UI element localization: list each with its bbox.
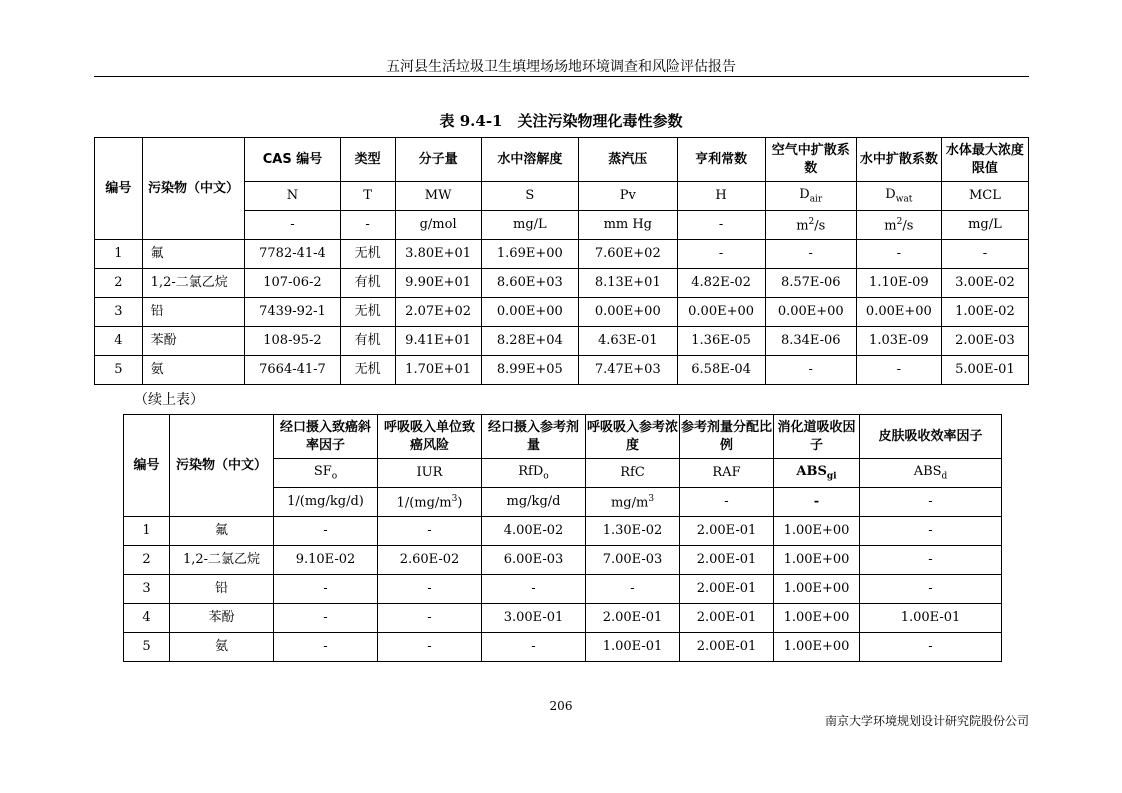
table-row <box>124 517 1002 546</box>
value-cell: 0.00E+00 <box>677 298 765 327</box>
value-cell: - <box>765 356 856 385</box>
pollutant-name-cell: 1,2-二氯乙烷 <box>142 269 245 298</box>
table1-body <box>95 240 1029 385</box>
header-dair: 空气中扩散系数 <box>765 138 856 182</box>
row-id-cell: 3 <box>95 298 143 327</box>
value-cell: 0.00E+00 <box>765 298 856 327</box>
value-cell: 0.00E+00 <box>579 298 677 327</box>
value-cell: 1.00E+00 <box>774 604 860 633</box>
header-mcl: 水体最大浓度限值 <box>941 138 1028 182</box>
unit-cell: g/mol <box>395 211 481 240</box>
row-id-cell: 2 <box>95 269 143 298</box>
value-cell: 1.00E-02 <box>941 298 1028 327</box>
pollutant-name-cell: 氨 <box>142 356 245 385</box>
row-id-cell: 5 <box>124 633 170 662</box>
unit-cell: mg/L <box>941 211 1028 240</box>
value-cell: - <box>860 575 1002 604</box>
pollutant-name-cell: 铅 <box>170 575 274 604</box>
table-row <box>124 546 1002 575</box>
value-cell: - <box>765 240 856 269</box>
unit-base: 1/(mg/m <box>396 494 452 510</box>
value-cell: 1.00E+00 <box>774 546 860 575</box>
value-cell: 无机 <box>340 240 395 269</box>
value-cell: 8.99E+05 <box>481 356 578 385</box>
value-cell: 7439-92-1 <box>245 298 340 327</box>
value-cell: 7.60E+02 <box>579 240 677 269</box>
value-cell: 1.30E-02 <box>586 517 680 546</box>
value-cell: 7782-41-4 <box>245 240 340 269</box>
row-id-cell: 5 <box>95 356 143 385</box>
value-cell: 3.00E-02 <box>941 269 1028 298</box>
header-henry: 亨利常数 <box>677 138 765 182</box>
symbol-base: RfD <box>518 464 544 480</box>
value-cell: 2.07E+02 <box>395 298 481 327</box>
value-cell: 1.69E+00 <box>481 240 578 269</box>
symbol-cell: T <box>340 182 395 211</box>
value-cell: 6.00E-03 <box>482 546 586 575</box>
row-id-cell: 1 <box>124 517 170 546</box>
value-cell: 8.57E-06 <box>765 269 856 298</box>
pollutant-name-cell: 氟 <box>142 240 245 269</box>
table-row <box>95 298 1029 327</box>
symbol-base: ABS <box>913 464 942 480</box>
symbol-cell: RAF <box>680 459 774 488</box>
row-id-cell: 4 <box>124 604 170 633</box>
value-cell: 3.00E-01 <box>482 604 586 633</box>
unit-suffix: /s <box>902 217 914 233</box>
unit-base: mg/m <box>610 494 649 510</box>
document-header-title: 五河县生活垃圾卫生填埋场场地环境调查和风险评估报告 <box>386 59 736 75</box>
symbol-cell: IUR <box>378 459 482 488</box>
header-absd: 皮肤吸收效率因子 <box>860 415 1002 459</box>
value-cell: 1.36E-05 <box>677 327 765 356</box>
table-caption: 表 9.4-1 关注污染物理化毒性参数 <box>439 112 683 130</box>
toxicity-parameters-table-continued <box>123 414 1002 662</box>
unit-suffix: /s <box>814 217 826 233</box>
value-cell: 2.00E-01 <box>586 604 680 633</box>
value-cell: 7664-41-7 <box>245 356 340 385</box>
header-iur: 呼吸吸入单位致癌风险 <box>378 415 482 459</box>
unit-sup: 2 <box>808 216 815 227</box>
unit-cell: mm Hg <box>579 211 677 240</box>
value-cell: 8.34E-06 <box>765 327 856 356</box>
physicochemical-toxicity-table <box>94 137 1029 385</box>
value-cell: - <box>274 633 378 662</box>
value-cell: 7.00E-03 <box>586 546 680 575</box>
value-cell: 0.00E+00 <box>481 298 578 327</box>
value-cell: 1.00E-01 <box>860 604 1002 633</box>
value-cell: 8.13E+01 <box>579 269 677 298</box>
value-cell: 1.00E+00 <box>774 575 860 604</box>
symbol-cell <box>274 459 378 488</box>
value-cell: 1.70E+01 <box>395 356 481 385</box>
unit-cell: 1/(mg/kg/d) <box>274 488 378 517</box>
value-cell: 3.80E+01 <box>395 240 481 269</box>
value-cell: - <box>482 575 586 604</box>
header-rfdo: 经口摄入参考剂量 <box>482 415 586 459</box>
value-cell: - <box>860 546 1002 575</box>
value-cell: 2.00E-01 <box>680 517 774 546</box>
value-cell: 2.60E-02 <box>378 546 482 575</box>
value-cell: 1.00E+00 <box>774 633 860 662</box>
value-cell: 1.00E-01 <box>586 633 680 662</box>
value-cell: 有机 <box>340 269 395 298</box>
unit-cell: - <box>680 488 774 517</box>
value-cell: 9.41E+01 <box>395 327 481 356</box>
value-cell: 107-06-2 <box>245 269 340 298</box>
symbol-cell <box>860 459 1002 488</box>
unit-close: ) <box>457 494 463 510</box>
row-id-cell: 1 <box>95 240 143 269</box>
table-row <box>95 269 1029 298</box>
symbol-cell <box>482 459 586 488</box>
continued-label: （续上表） <box>134 392 204 408</box>
symbol-cell <box>774 459 860 488</box>
value-cell: - <box>378 575 482 604</box>
value-cell: - <box>482 633 586 662</box>
pollutant-name-cell: 苯酚 <box>170 604 274 633</box>
header-cas: CAS 编号 <box>245 138 340 182</box>
unit-sup: 3 <box>451 493 458 504</box>
symbol-sub: o <box>543 471 549 482</box>
value-cell: 2.00E-03 <box>941 327 1028 356</box>
unit-cell: - <box>860 488 1002 517</box>
value-cell: - <box>860 633 1002 662</box>
value-cell: - <box>378 633 482 662</box>
header-pollutant: 污染物（中文） <box>170 415 274 517</box>
row-id-cell: 3 <box>124 575 170 604</box>
value-cell: - <box>856 240 941 269</box>
pollutant-name-cell: 1,2-二氯乙烷 <box>170 546 274 575</box>
symbol-base: ABS <box>796 464 827 480</box>
symbol-base: SF <box>313 464 332 480</box>
value-cell: 4.00E-02 <box>482 517 586 546</box>
value-cell: - <box>856 356 941 385</box>
unit-cell: mg/L <box>481 211 578 240</box>
header-sfo: 经口摄入致癌斜率因子 <box>274 415 378 459</box>
header-id: 编号 <box>95 138 143 240</box>
value-cell: 0.00E+00 <box>856 298 941 327</box>
value-cell: 7.47E+03 <box>579 356 677 385</box>
symbol-base: D <box>885 187 896 203</box>
unit-cell <box>378 488 482 517</box>
value-cell: - <box>274 575 378 604</box>
unit-cell: - <box>774 488 860 517</box>
value-cell: 无机 <box>340 298 395 327</box>
header-vapor-pressure: 蒸汽压 <box>579 138 677 182</box>
value-cell: - <box>586 575 680 604</box>
symbol-sub: d <box>941 471 948 482</box>
value-cell: 4.63E-01 <box>579 327 677 356</box>
table-row <box>124 575 1002 604</box>
header-type: 类型 <box>340 138 395 182</box>
value-cell: - <box>941 240 1028 269</box>
table-row <box>124 633 1002 662</box>
symbol-sub: gi <box>826 471 837 482</box>
unit-cell <box>856 211 941 240</box>
header-dwat: 水中扩散系数 <box>856 138 941 182</box>
header-rule <box>94 76 1029 77</box>
symbol-cell <box>765 182 856 211</box>
unit-cell: - <box>340 211 395 240</box>
value-cell: 2.00E-01 <box>680 633 774 662</box>
value-cell: 108-95-2 <box>245 327 340 356</box>
symbol-cell <box>856 182 941 211</box>
unit-base: m <box>796 217 809 233</box>
value-cell: 9.90E+01 <box>395 269 481 298</box>
unit-base: m <box>884 217 897 233</box>
footer-company: 南京大学环境规划设计研究院股份公司 <box>825 714 1030 728</box>
value-cell: 1.00E+00 <box>774 517 860 546</box>
value-cell: 2.00E-01 <box>680 546 774 575</box>
row-id-cell: 2 <box>124 546 170 575</box>
value-cell: 4.82E-02 <box>677 269 765 298</box>
symbol-base: D <box>799 187 810 203</box>
value-cell: 8.28E+04 <box>481 327 578 356</box>
value-cell: 9.10E-02 <box>274 546 378 575</box>
value-cell: 1.10E-09 <box>856 269 941 298</box>
header-pollutant: 污染物（中文） <box>142 138 245 240</box>
value-cell: - <box>274 517 378 546</box>
value-cell: 2.00E-01 <box>680 575 774 604</box>
table-row <box>95 240 1029 269</box>
value-cell: 无机 <box>340 356 395 385</box>
header-id: 编号 <box>124 415 170 517</box>
table-row <box>95 356 1029 385</box>
table-row <box>124 604 1002 633</box>
symbol-cell: MCL <box>941 182 1028 211</box>
unit-cell: - <box>677 211 765 240</box>
header-absgi: 消化道吸收因子 <box>774 415 860 459</box>
symbol-cell: S <box>481 182 578 211</box>
symbol-sub: air <box>809 194 823 205</box>
page-number: 206 <box>549 699 573 713</box>
symbol-cell: Pv <box>579 182 677 211</box>
value-cell: - <box>677 240 765 269</box>
unit-cell <box>765 211 856 240</box>
header-rfc: 呼吸吸入参考浓度 <box>586 415 680 459</box>
row-id-cell: 4 <box>95 327 143 356</box>
symbol-sub: o <box>331 471 338 482</box>
header-solubility: 水中溶解度 <box>481 138 578 182</box>
table2-body <box>124 517 1002 662</box>
unit-cell: - <box>245 211 340 240</box>
header-mw: 分子量 <box>395 138 481 182</box>
unit-cell: mg/kg/d <box>482 488 586 517</box>
header-raf: 参考剂量分配比例 <box>680 415 774 459</box>
value-cell: 有机 <box>340 327 395 356</box>
value-cell: 5.00E-01 <box>941 356 1028 385</box>
value-cell: - <box>860 517 1002 546</box>
pollutant-name-cell: 铅 <box>142 298 245 327</box>
unit-sup: 2 <box>896 216 903 227</box>
value-cell: 2.00E-01 <box>680 604 774 633</box>
value-cell: - <box>378 604 482 633</box>
value-cell: - <box>378 517 482 546</box>
symbol-cell: RfC <box>586 459 680 488</box>
value-cell: 1.03E-09 <box>856 327 941 356</box>
pollutant-name-cell: 氨 <box>170 633 274 662</box>
unit-cell <box>586 488 680 517</box>
unit-sup: 3 <box>648 493 655 504</box>
symbol-cell: H <box>677 182 765 211</box>
table-row <box>95 327 1029 356</box>
symbol-cell: N <box>245 182 340 211</box>
symbol-cell: MW <box>395 182 481 211</box>
symbol-sub: wat <box>895 194 913 205</box>
value-cell: - <box>274 604 378 633</box>
value-cell: 6.58E-04 <box>677 356 765 385</box>
value-cell: 8.60E+03 <box>481 269 578 298</box>
pollutant-name-cell: 氟 <box>170 517 274 546</box>
pollutant-name-cell: 苯酚 <box>142 327 245 356</box>
